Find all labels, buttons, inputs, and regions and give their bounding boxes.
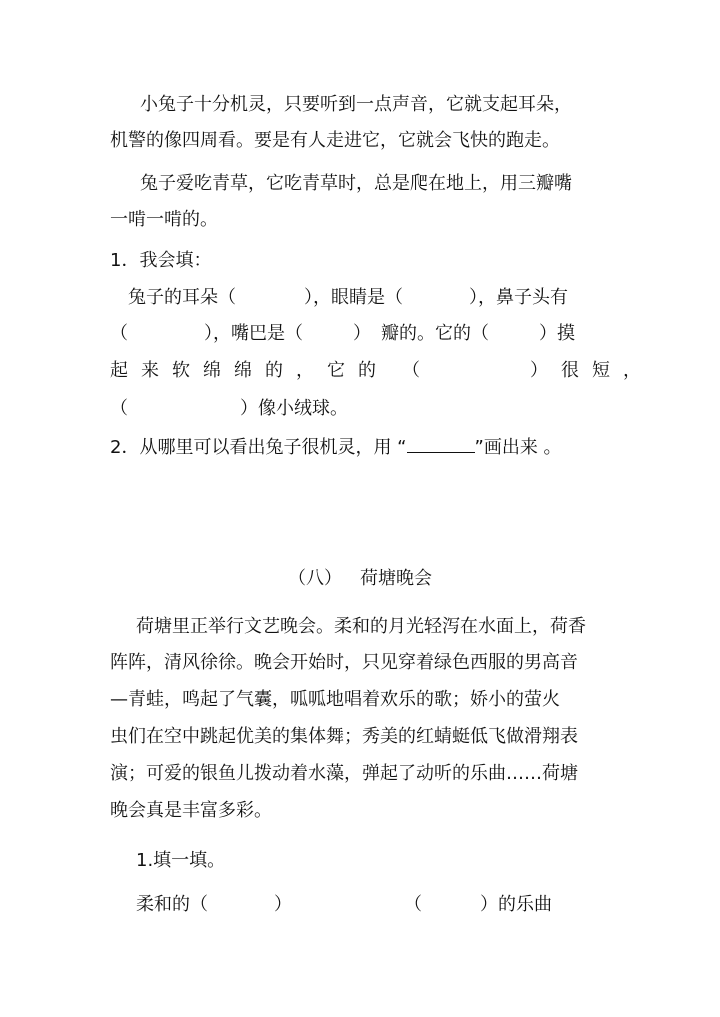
q1-l2-part-4: 瓣的。它的（ <box>381 323 489 344</box>
q2-text-before: 2．从哪里可以看出兔子很机灵，用 “ <box>110 437 407 458</box>
q1-l3-char: 起 <box>110 360 128 381</box>
passage-line-5: 演；可爱的银鱼儿拨动着水藻，弹起了动听的乐曲……荷塘 <box>110 763 578 784</box>
rabbit-paragraph-2-line-1: 兔子爱吃青草，它吃青草时，总是爬在地上，用三瓣嘴 <box>140 173 572 194</box>
question-2 <box>110 434 610 461</box>
rabbit-paragraph-1-line-2: 机警的像四周看。要是有人走进它，它就会飞快的跑走。 <box>110 130 560 151</box>
q1-l1-part-3: ），鼻子头有 <box>469 287 568 308</box>
q1-l3-char: 短 <box>592 360 610 381</box>
q1-l3-char: （ <box>402 360 420 381</box>
q1-l3-char: 很 <box>561 360 579 381</box>
question-1-label: 1．我会填： <box>110 250 212 271</box>
q1-l3-char: 的 <box>265 360 283 381</box>
passage-line-6: 晚会真是丰富多彩。 <box>110 800 272 821</box>
q2-underline-blank <box>407 434 475 453</box>
q1-l3-char: 软 <box>172 360 190 381</box>
passage-line-1: 荷塘里正举行文艺晚会。柔和的月光轻泻在水面上，荷香 <box>136 616 586 637</box>
section-title-text: 荷塘晚会 <box>360 568 432 589</box>
q1-l1-part-1: 兔子的耳朵（ <box>128 287 236 308</box>
fill-part-4: ）的乐曲 <box>480 894 552 915</box>
section-fill-line <box>136 892 610 918</box>
q1-l2-part-2: ），嘴巴是（ <box>204 323 303 344</box>
q1-l3-char: ， <box>623 360 641 381</box>
question-1-line-2 <box>110 321 610 347</box>
q1-l3-char: ， <box>296 360 314 381</box>
fill-part-2: ） <box>274 894 292 915</box>
q1-l3-char: ） <box>530 360 548 381</box>
q1-l3-char: 绵 <box>203 360 221 381</box>
rabbit-paragraph-2-line-2: 一啃一啃的。 <box>110 209 218 230</box>
q1-l4-part-2: ）像小绒球。 <box>240 398 348 419</box>
rabbit-paragraph-1-line-1: 小兔子十分机灵，只要听到一点声音，它就支起耳朵， <box>140 94 572 115</box>
question-1-line-4 <box>110 396 610 422</box>
passage-line-2: 阵阵，清风徐徐。晚会开始时，只见穿着绿色西服的男高音 <box>110 652 578 673</box>
q1-l2-part-1: （ <box>110 323 128 344</box>
fill-part-1: 柔和的（ <box>136 894 208 915</box>
q1-l1-part-2: ），眼睛是（ <box>304 287 403 308</box>
section-title <box>0 566 720 592</box>
q1-l3-char: 来 <box>141 360 159 381</box>
section-number: （八） <box>288 568 342 589</box>
passage-line-3: —青蛙，鸣起了气囊，呱呱地唱着欢乐的歌；娇小的萤火 <box>110 689 560 710</box>
passage-line-4: 虫们在空中跳起优美的集体舞；秀美的红蜻蜓低飞做滑翔表 <box>110 726 578 747</box>
fill-part-3: （ <box>404 894 422 915</box>
q1-l3-char: 绵 <box>234 360 252 381</box>
q1-l2-part-3: ） <box>353 323 371 344</box>
question-1-line-3 <box>110 358 641 384</box>
q2-text-after: ”画出来 。 <box>474 437 562 458</box>
q1-l3-char: 的 <box>358 360 376 381</box>
q1-l4-part-1: （ <box>110 398 128 419</box>
question-1-line-1 <box>128 285 610 311</box>
section-question-1-label: 1.填一填。 <box>136 850 226 871</box>
q1-l3-char: 它 <box>327 360 345 381</box>
q1-l2-part-5: ）摸 <box>539 323 575 344</box>
